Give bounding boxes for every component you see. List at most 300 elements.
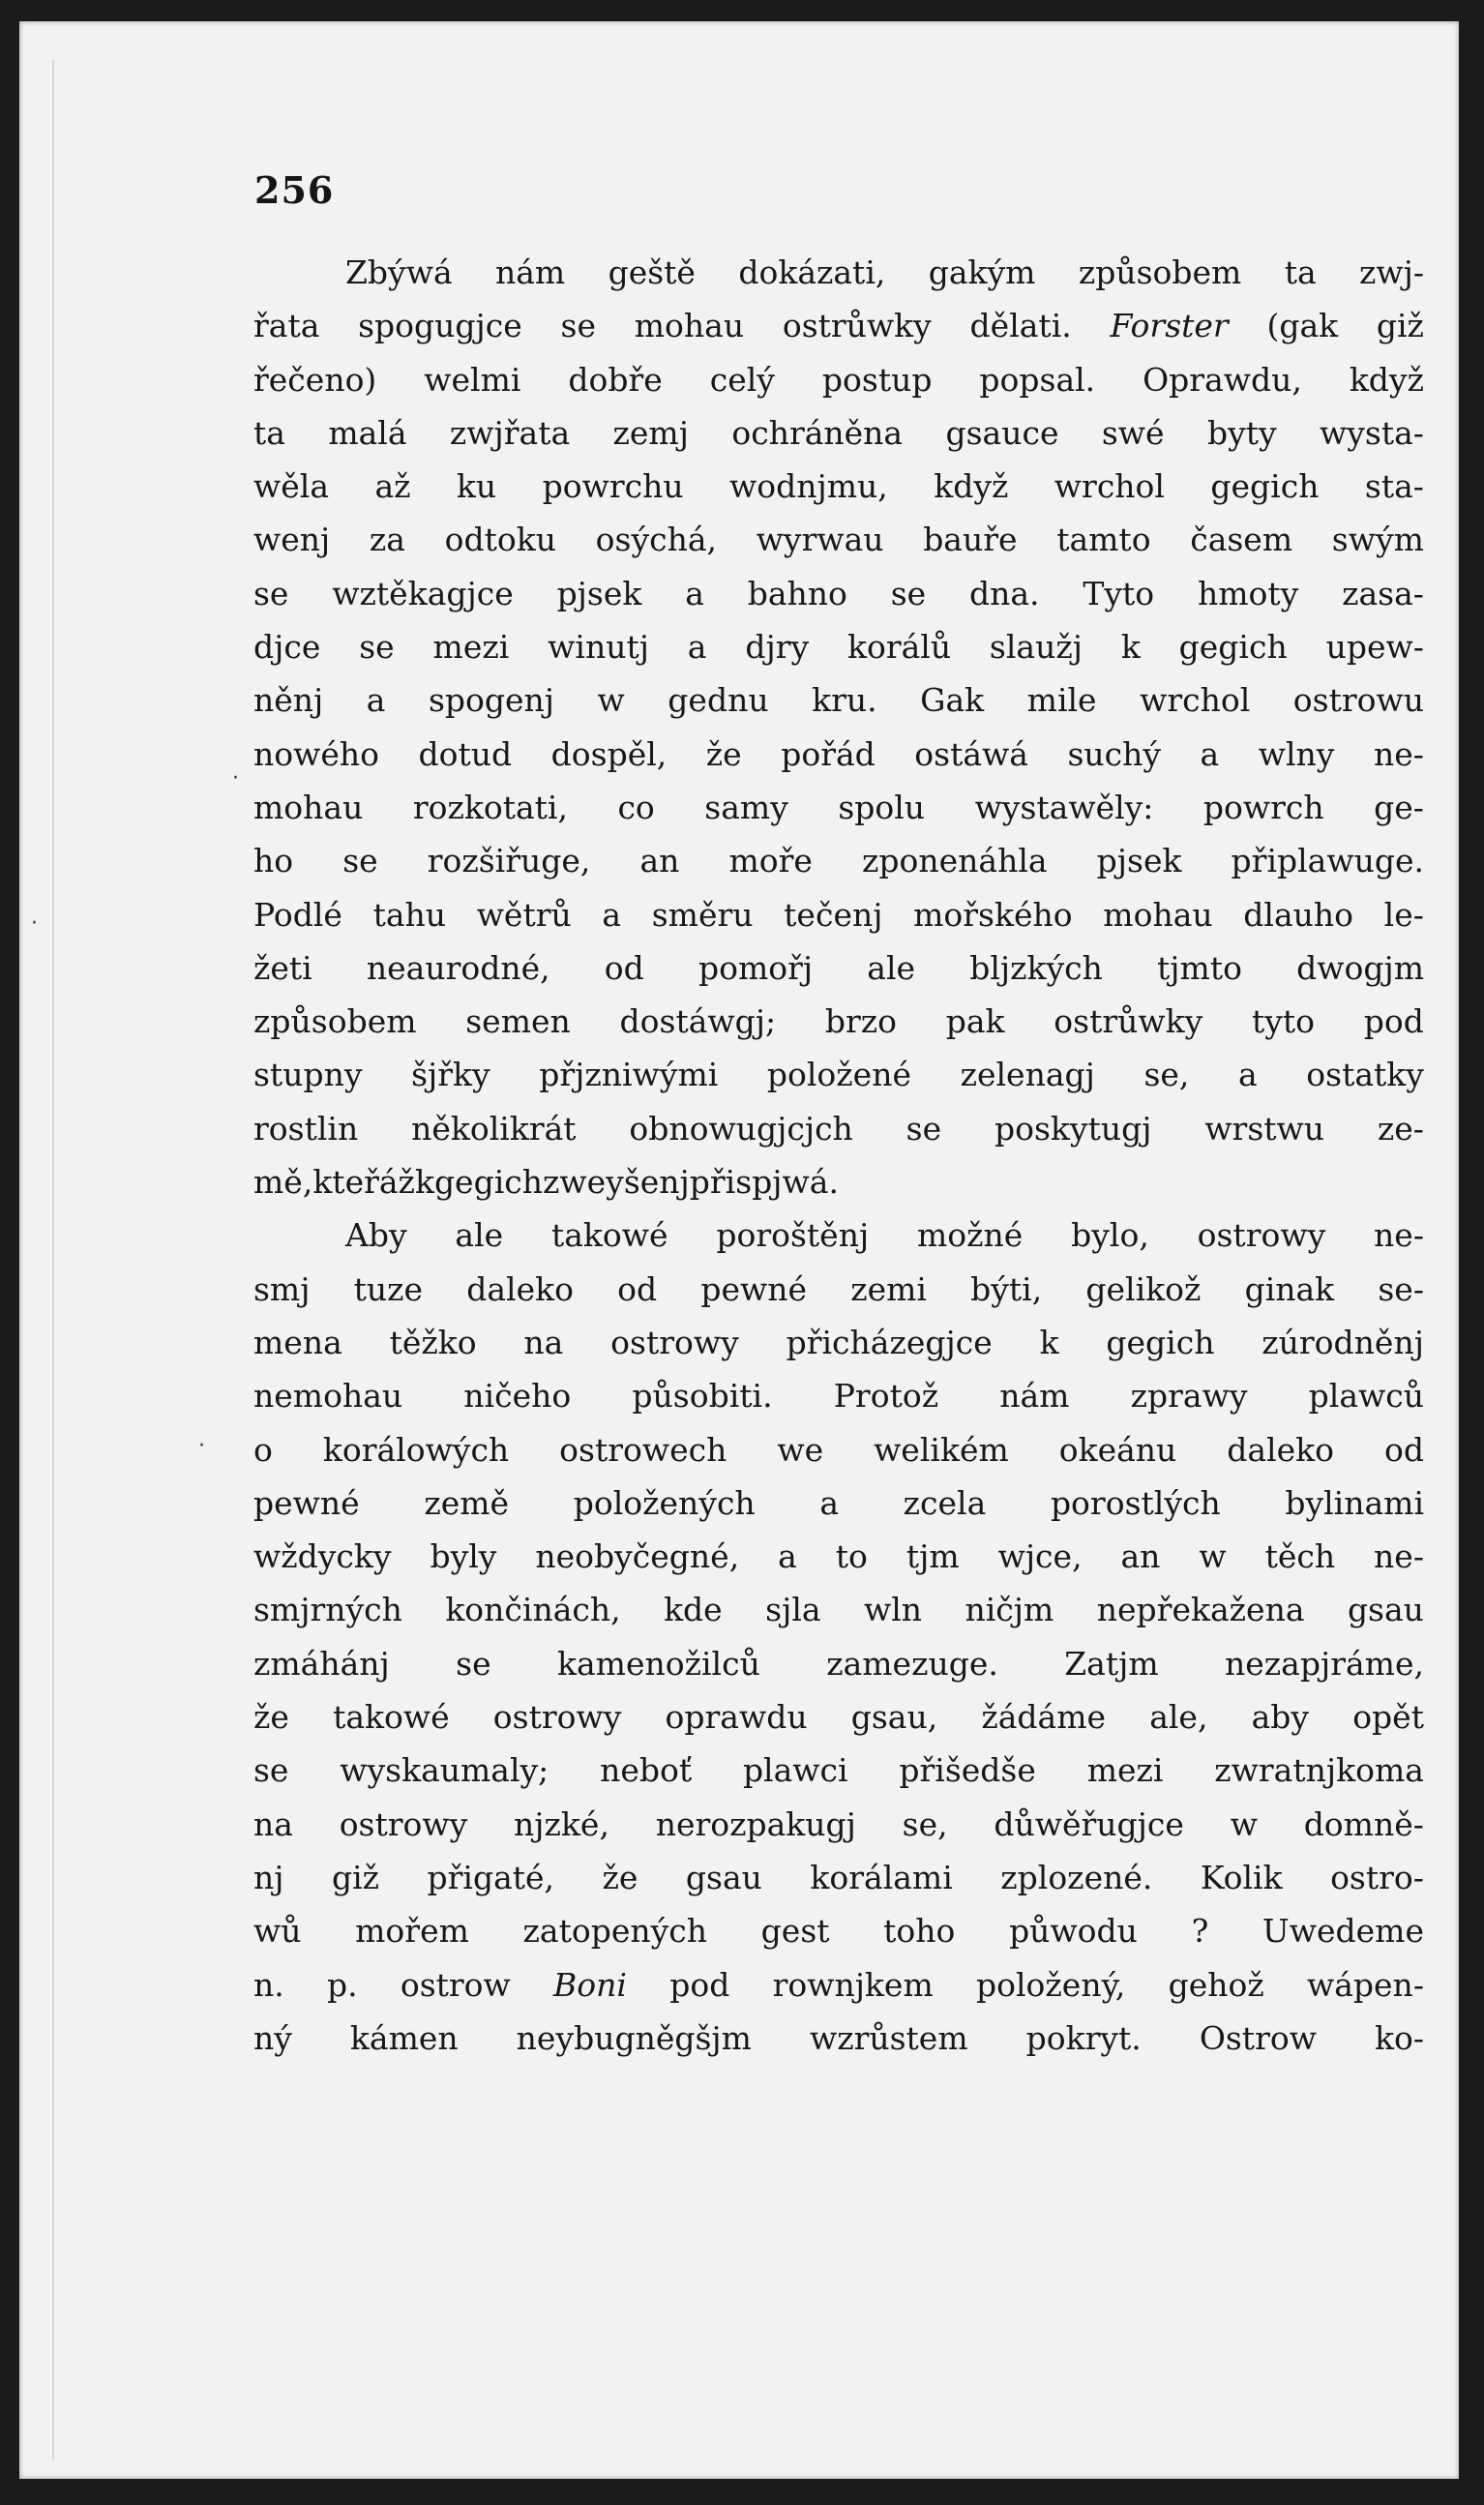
margin-speck: · [232,766,239,790]
text-line [253,299,1424,352]
word: zúrodněnj [1261,1323,1424,1361]
word: o [253,1430,273,1469]
word: pewné [700,1269,808,1308]
word: njzké, [514,1804,609,1843]
word: osýchá, [595,521,718,559]
word: n. [253,1965,284,2004]
word: zplozené. [1000,1858,1153,1896]
text-line [253,353,1424,406]
word: pokryt. [1025,2018,1142,2057]
word: korálowých [322,1430,510,1469]
word: ? [1191,1912,1209,1951]
word: se [342,842,378,880]
word: geště [608,253,696,291]
word: a [819,1483,840,1522]
word: ostrůwky [1054,1002,1203,1041]
page-edge-shadow [52,60,54,2460]
word: neboť [600,1751,693,1790]
word: půwodu [1009,1912,1138,1951]
text-line [253,941,1424,995]
word: winutj [548,628,649,667]
word: opět [1352,1698,1424,1737]
text-line [253,567,1424,620]
word: an [639,842,680,880]
word: dostáwgj; [619,1002,777,1041]
word: Tyto [1083,574,1155,612]
word: ostatky [1306,1056,1424,1094]
word: smj [253,1269,311,1308]
word: přišedše [899,1751,1036,1790]
word: tečenj [784,895,883,934]
word: wrchol [1140,681,1251,720]
word: žeti [253,948,312,987]
word: Zbýwá [345,253,453,291]
text-line [253,1744,1424,1797]
word: šjřky [411,1056,490,1094]
word: wyrwau [756,521,884,559]
word: popsal. [979,360,1096,399]
word: k [414,1163,434,1202]
word: bauře [923,521,1018,559]
word: spogenj [428,681,555,720]
word: gegich [1178,628,1288,667]
word: býti, [970,1269,1043,1308]
word: daleko [1227,1430,1334,1469]
word: djce [253,628,321,667]
word: smjrných [253,1591,402,1629]
word: ostáwá [914,734,1028,773]
word: zwratnjkoma [1214,1751,1424,1790]
body-text [253,246,1424,2065]
word: gegich [433,1163,544,1202]
word: pod [1363,1002,1424,1041]
word: gegich [1106,1323,1215,1361]
word: přigaté, [427,1858,555,1896]
word: několikrát [411,1109,577,1148]
word: ostro- [1330,1858,1424,1896]
word: se [253,574,289,612]
word: ta [253,413,285,452]
word: tjm [905,1537,960,1576]
word: možné [917,1216,1024,1255]
text-line [253,1583,1424,1636]
text-line [253,1208,1424,1262]
word: postup [821,360,933,399]
word: slaužj [989,628,1083,667]
word: něnj [253,681,324,720]
word: gsau, [850,1698,938,1737]
word: suchý [1067,734,1162,773]
word: zponenáhla [862,842,1048,880]
word: od [604,948,644,987]
word: tamto [1056,521,1151,559]
text-line [253,1530,1424,1583]
word: přjzniwými [539,1056,719,1094]
word: zemj [612,413,689,452]
word: bylinami [1285,1483,1424,1522]
word: semen [465,1002,571,1041]
word: gsauce [945,413,1059,452]
word: celý [709,360,775,399]
word: zwjřata [449,413,571,452]
text-line [253,1904,1424,1957]
word: Boni [553,1965,627,2004]
word: bylo, [1071,1216,1149,1255]
text-line [253,1155,1424,1208]
word: přispjwá. [689,1163,839,1202]
word: nerozpakugj [655,1804,856,1843]
word: kru. [812,681,877,720]
word: dobře [568,360,663,399]
word: ne- [1373,734,1424,773]
word: sta- [1364,467,1424,506]
word: až [374,467,411,506]
text-line [253,1102,1424,1155]
word: těch [1264,1537,1336,1576]
word: směru [651,895,754,934]
word: tjmto [1157,948,1242,987]
word: důwěřugjce [994,1804,1184,1843]
word: pak [945,1002,1005,1041]
word: pořád [781,734,876,773]
word: okeánu [1058,1430,1177,1469]
word: welikém [874,1430,1009,1469]
word: k [1039,1323,1059,1361]
word: ne- [1374,1216,1424,1255]
word: mezi [432,628,510,667]
word: wěla [253,467,330,506]
word: položené [766,1056,911,1094]
word: mořem [355,1912,469,1951]
word: wrstwu [1204,1109,1325,1148]
text-line [253,406,1424,460]
word: Aby [345,1216,407,1255]
word: kteřáž [312,1163,415,1202]
word: Podlé [253,895,342,934]
word: ostrow [400,1965,511,2004]
word: daleko [466,1269,574,1308]
word: žádáme [981,1698,1107,1737]
word: pjsek [1096,842,1182,880]
word: ale [867,948,916,987]
word: Forster [1110,307,1229,345]
word: za [369,521,405,559]
word: a [685,574,704,612]
word: se, [902,1804,948,1843]
word: od [1383,1430,1424,1469]
word: wápen- [1306,1965,1424,2004]
word: ge- [1374,788,1424,826]
word: končinách, [445,1591,621,1629]
word: se [560,307,597,345]
word: wždycky [253,1537,392,1576]
text-line [253,1476,1424,1530]
word: brzo [824,1002,898,1041]
text-line [253,888,1424,941]
word: upew- [1325,628,1424,667]
word: způsobem [253,1002,417,1041]
word: ko- [1374,2018,1424,2057]
word: malá [328,413,407,452]
word: mořského [913,895,1073,934]
word: nowého [253,734,380,773]
word: rostlin [253,1109,359,1148]
word: gehož [1168,1965,1264,2004]
text-line [253,460,1424,513]
word: a [366,681,386,720]
text-line [253,781,1424,834]
word: země [424,1483,510,1522]
word: ničeho [463,1377,572,1416]
word: neybugněgšjm [516,2018,752,2057]
word: pomořj [697,948,814,987]
word: poroštěnj [716,1216,870,1255]
word: ginak [1244,1269,1335,1308]
word: wysta- [1320,413,1424,452]
word: w [1199,1537,1227,1576]
word: w [1230,1804,1258,1843]
word: se [253,1751,289,1790]
word: se, [1143,1056,1190,1094]
word: w [597,681,625,720]
word: zwj- [1358,253,1424,291]
word: mohau [253,788,364,826]
word: nemohau [253,1377,403,1416]
word: korálami [810,1858,953,1896]
word: nezapjráme, [1225,1644,1424,1683]
word: zasa- [1342,574,1424,612]
word: swé [1101,413,1165,452]
word: od [617,1269,658,1308]
text-line [253,728,1424,781]
word: zcela [903,1483,987,1522]
word: tuze [353,1269,424,1308]
word: pewné [253,1483,360,1522]
word: gsau [685,1858,762,1896]
word: že [253,1698,289,1737]
word: pod [669,1965,730,2004]
text-line [253,2012,1424,2065]
word: Uwedeme [1261,1912,1424,1951]
word: (gak [1266,307,1339,345]
word: pjsek [556,574,642,612]
word: kde [664,1591,723,1629]
word: wyskaumaly; [340,1751,549,1790]
word: wrchol [1054,467,1165,506]
word: kamenožilců [556,1644,760,1683]
word: wystawěly: [974,788,1154,826]
word: ostrůwky [782,307,932,345]
word: mezi [1086,1751,1164,1790]
word: dělati. [969,307,1072,345]
page-number: 256 [254,168,335,212]
word: nám [494,253,566,291]
word: rozkotati, [412,788,568,826]
word: spogugjce [358,307,522,345]
word: připlawuge. [1231,842,1424,880]
word: že [705,734,742,773]
text-line [253,1690,1424,1744]
word: že [602,1858,638,1896]
word: ne- [1374,1537,1424,1576]
word: bahno [747,574,847,612]
word: a [687,628,707,667]
word: hmoty [1197,574,1299,612]
word: mohau [1103,895,1213,934]
word: le- [1383,895,1424,934]
word: giž [1376,307,1424,345]
word: we [777,1430,824,1469]
word: na [523,1323,564,1361]
word: takowé [550,1216,668,1255]
text-line [253,673,1424,727]
word: se [456,1644,491,1683]
word: takowé [333,1698,450,1737]
word: zweyšenj [543,1163,690,1202]
word: položený, [976,1965,1126,2004]
text-line [253,995,1424,1048]
text-line [253,1637,1424,1690]
word: zmáhánj [253,1644,390,1683]
word: dotud [418,734,513,773]
word: ostrowech [559,1430,727,1469]
text-line [253,1851,1424,1904]
word: a [1238,1056,1258,1094]
word: toho [883,1912,956,1951]
word: zamezuge. [826,1644,998,1683]
word: samy [704,788,788,826]
word: působiti. [632,1377,773,1416]
word: korálů [846,628,952,667]
word: gest [760,1912,830,1951]
word: wodnjmu, [729,467,888,506]
word: Zatjm [1064,1644,1159,1683]
word: neobyčegné, [535,1537,740,1576]
word: moře [728,842,813,880]
text-line [253,1048,1424,1101]
word: ho [253,842,294,880]
word: ze- [1377,1109,1424,1148]
word: wů [253,1912,302,1951]
word: mohau [634,307,745,345]
text-line [253,1423,1424,1476]
word: mile [1026,681,1097,720]
word: tahu [372,895,447,934]
word: spolu [838,788,926,826]
text-line [253,1798,1424,1851]
word: dospěl, [550,734,668,773]
word: rownjkem [772,1965,934,2004]
word: tyto [1252,1002,1316,1041]
word: wln [864,1591,923,1629]
word: nj [253,1858,284,1896]
word: Protož [833,1377,939,1416]
word: nám [999,1377,1070,1416]
word: ný [253,2018,292,2057]
word: welmi [424,360,521,399]
text-line [253,246,1424,299]
text-line [253,620,1424,673]
word: ta [1284,253,1317,291]
word: wzrůstem [809,2018,968,2057]
word: dokázati, [738,253,886,291]
word: porostlých [1050,1483,1221,1522]
word: ostrowy [339,1804,468,1843]
word: Gak [920,681,985,720]
word: zelenagj [960,1056,1095,1094]
word: powrch [1202,788,1324,826]
word: a [1200,734,1220,773]
word: p. [326,1965,358,2004]
text-line [253,1263,1424,1316]
word: dna. [968,574,1040,612]
word: plawců [1308,1377,1424,1416]
word: řečeno) [253,360,377,399]
word: swým [1331,521,1424,559]
word: se [359,628,395,667]
word: zemi [850,1269,927,1308]
word: co [617,788,655,826]
word: k [1120,628,1141,667]
word: se [890,574,927,612]
word: ale [455,1216,504,1255]
word: řata [253,307,320,345]
word: neaurodné, [366,948,550,987]
word: těžko [389,1323,477,1361]
word: Oprawdu, [1143,360,1302,399]
word: a [778,1537,797,1576]
word: zatopených [522,1912,708,1951]
word: powrchu [542,467,684,506]
word: mena [253,1323,342,1361]
word: plawci [742,1751,848,1790]
word: wztěkagjce [332,574,514,612]
word: ku [456,467,497,506]
word: gelikož [1085,1269,1202,1308]
word: stupny [253,1056,363,1094]
word: wenj [253,521,331,559]
word: se [905,1109,942,1148]
word: poskytugj [994,1109,1152,1148]
margin-speck: · [31,911,38,936]
word: ostrowy [1197,1216,1326,1255]
word: byty [1206,413,1277,452]
text-line [253,834,1424,887]
word: gednu [668,681,769,720]
word: Kolik [1200,1858,1283,1896]
word: časem [1190,521,1293,559]
word: na [253,1804,293,1843]
word: kámen [349,2018,459,2057]
word: bljzkých [969,948,1103,987]
word: ničjm [965,1591,1054,1629]
word: a [602,895,622,934]
word: Ostrow [1199,2018,1317,2057]
word: odtoku [444,521,557,559]
word: djry [745,628,810,667]
word: wjce, [997,1537,1083,1576]
word: byly [430,1537,497,1576]
word: sjla [765,1591,821,1629]
word: ostrowu [1292,681,1424,720]
word: způsobem [1078,253,1242,291]
text-line [253,1316,1424,1369]
word: když [1349,360,1424,399]
word: oprawdu [665,1698,808,1737]
word: zprawy [1130,1377,1248,1416]
word: přicházegjce [786,1323,993,1361]
word: když [934,467,1009,506]
